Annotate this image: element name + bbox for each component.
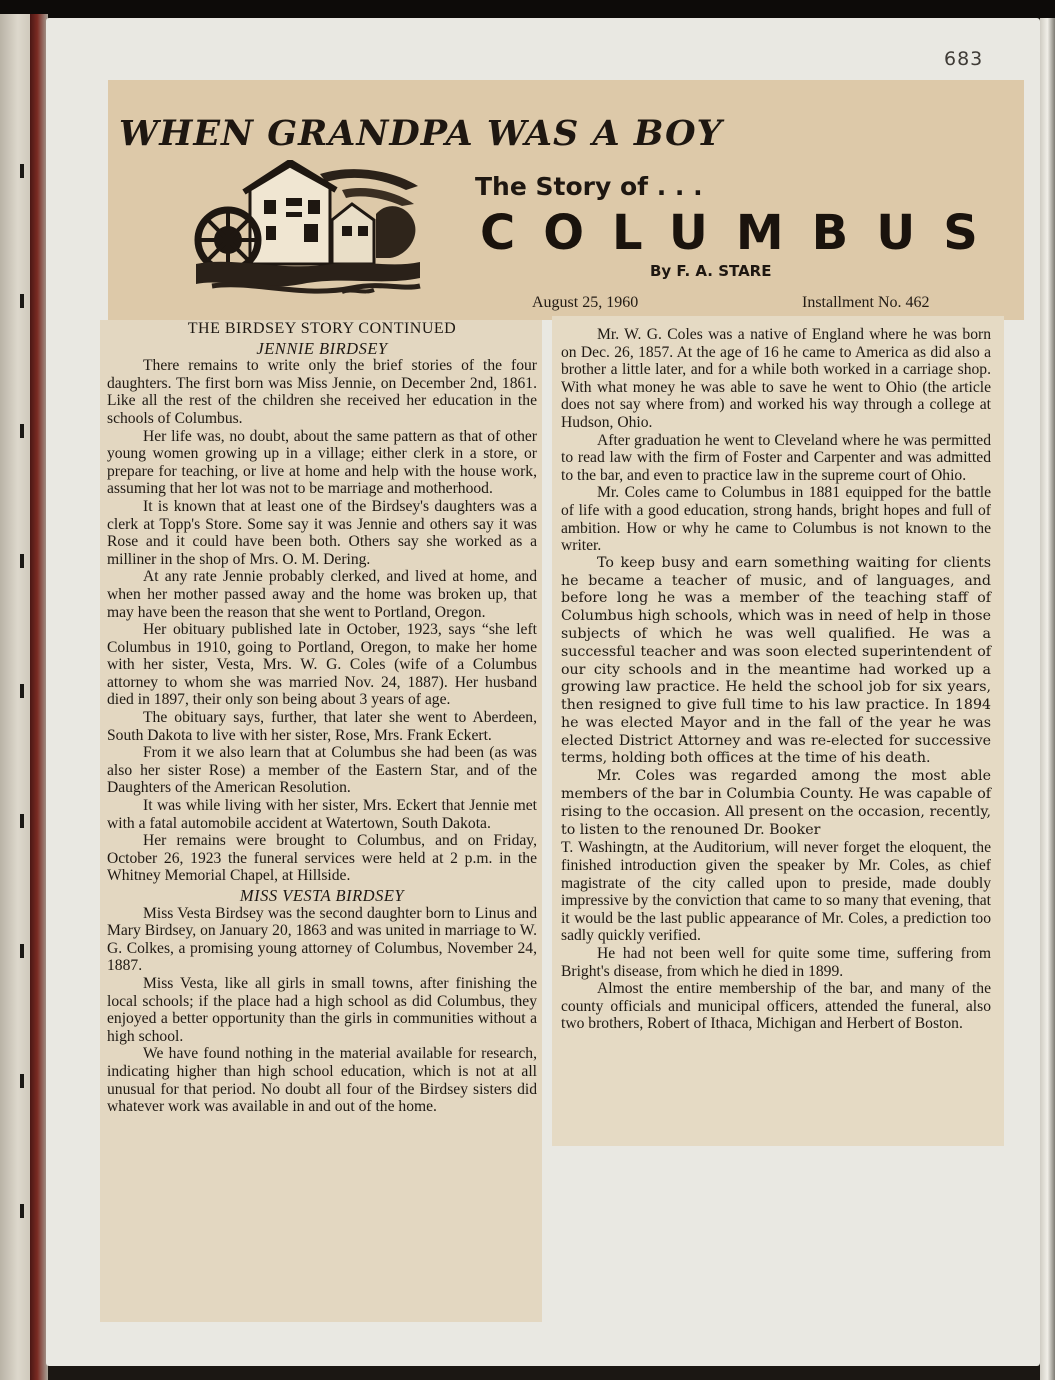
paragraph: Mr. Coles came to Columbus in 1881 equipped for the battle of life with a good education, strong hands, bright hopes and full of ambition. How or why he came to Columbus is not known to the writer. — [561, 484, 991, 555]
paragraph: T. Washingtn, at the Auditorium, will never forget the eloquent, the finished introduction given the speaker by Mr. Coles, as chief magistrate of the city called upon to preside, made doubly impressive by the conviction that came to so many that evening, that it would be the last public appearance of Mr. Coles, a prediction too sadly quickly verified. — [561, 839, 991, 945]
heavy-print-block — [561, 555, 991, 840]
installment-number: Installment No. 462 — [802, 294, 930, 311]
section-heading: THE BIRDSEY STORY CONTINUED — [187, 320, 457, 337]
left-article-column — [107, 320, 537, 1116]
paragraph: Almost the entire membership of the bar, and many of the county officials and municipal officers, attended the funeral, also two brothers, Robert of Ithaca, Michigan and Herbert of Boston. — [561, 980, 991, 1033]
scan-top-border — [0, 0, 1055, 18]
paragraph: Mr. Coles was regarded among the most able members of the bar in Columbia County. He was capable of rising to the occasion. All present on the occasion, recently, to listen to the renouned Dr. Booker — [561, 768, 991, 838]
paragraph: Her obituary published late in October, 1923, says “she left Columbus in 1910, going to Portland, Oregon, to make her home with her sister, Vesta, Mrs. W. G. Coles (wife of a Columbus attorney to whom she was married Nov. 24, 1887). Her husband died in 1897, their only son being about 3 years of age. — [107, 621, 537, 709]
paragraph: It is known that at least one of the Birdsey's daughters was a clerk at Topp's Store. Some say it was Jennie and others say it was Rose and it could have been both. Others say she worked as a milliner in the shop of Mrs. O. M. Dering. — [107, 497, 537, 568]
paragraph: Miss Vesta Birdsey was the second daughter born to Linus and Mary Birdsey, on January 20, 1863 and was united in marriage to W. G. Colkes, a promising young attorney of Columbus, November 24, 1887. — [107, 904, 537, 975]
binding-marks — [20, 164, 24, 1264]
old-mill-illustration — [192, 160, 422, 302]
paragraph: After graduation he went to Cleveland where he was permitted to read law with the firm of Foster and Carpenter and was admitted to the bar, and even to practice law in the supreme court of Ohio. — [561, 431, 991, 484]
paragraph: He had not been well for quite some time, suffering from Bright's disease, from which he died in 1899. — [561, 945, 991, 980]
paragraph: At any rate Jennie probably clerked, and lived at home, and when her mother passed away and the home was broken up, that may have been the reason that she went to Portland, Oregon. — [107, 568, 537, 621]
page-number: 683 — [944, 48, 984, 70]
paragraph: Her life was, no doubt, about the same pattern as that of other young women growing up in a village; either clerk in a store, or prepare for teaching, or live at home and help with the house work, assuming that her lot was not to be marriage and motherhood. — [107, 427, 537, 498]
author-byline: By F. A. STARE — [650, 262, 772, 280]
paragraph: Mr. W. G. Coles was a native of England where he was born on Dec. 26, 1857. At the age of 16 he came to America as did also a brother a little later, and for a while both worked in a carriage shop. With what money he was able to save he went to Ohio (the article does not say where from) and worked his way through a college at Hudson, Ohio. — [561, 326, 991, 431]
publication-date: August 25, 1960 — [532, 294, 639, 311]
right-article-column — [561, 326, 991, 1033]
paragraph: The obituary says, further, that later she went to Aberdeen, South Dakota to live with her sister, Rose, Mrs. Frank Eckert. — [107, 709, 537, 744]
story-of-label: The Story of . . . — [475, 172, 703, 201]
facing-page-edge — [0, 14, 30, 1380]
subhead-jennie-birdsey: JENNIE BIRDSEY — [256, 338, 388, 358]
page-stack-edge — [1040, 18, 1055, 1380]
series-banner: WHEN GRANDPA WAS A BOY — [119, 113, 723, 154]
paragraph: To keep busy and earn something waiting for clients he became a teacher of music, and of languages, and before long he was a member of the teaching staff of Columbus high schools, which was in need of help in those subjects of which he was well qualified. He was a successful teacher and was soon elected superintendent of our city schools and in the meantime had worked up a growing law practice. He held the school job for six years, then resigned to give full time to his law practice. In 1894 he was elected Mayor and in the fall of the year he was elected District Attorney and was re-elected for successive terms, holding both offices at the time of his death. — [561, 554, 991, 767]
paragraph: It was while living with her sister, Mrs. Eckert that Jennie met with a fatal automobile accident at Watertown, South Dakota. — [107, 797, 537, 832]
town-title: COLUMBUS — [480, 205, 1006, 261]
paragraph: There remains to write only the brief stories of the four daughters. The first born was Miss Jennie, on December 2nd, 1861. Like all the rest of the children she received her education in the schools of Columbus. — [107, 357, 537, 427]
paragraph: Miss Vesta, like all girls in small towns, after finishing the local schools; if the place had a high school as did Columbus, they enjoyed a better opportunity than the girls in communities without a high school. — [107, 974, 537, 1045]
paragraph: Her remains were brought to Columbus, and on Friday, October 26, 1923 the funeral services were held at 2 p.m. in the Whitney Memorial Chapel, at Hillside. — [107, 832, 537, 885]
subhead-vesta-birdsey: MISS VESTA BIRDSEY — [239, 886, 405, 905]
paragraph: From it we also learn that at Columbus she had been (as was also her sister Rose) a member of the Eastern Star, and of the Daughters of the American Resolution. — [107, 744, 537, 797]
paragraph: We have found nothing in the material available for research, indicating higher than high school education, which is not at all unusual for that period. No doubt all four of the Birdsey sisters did whatever work was available in and out of the home. — [107, 1045, 537, 1116]
